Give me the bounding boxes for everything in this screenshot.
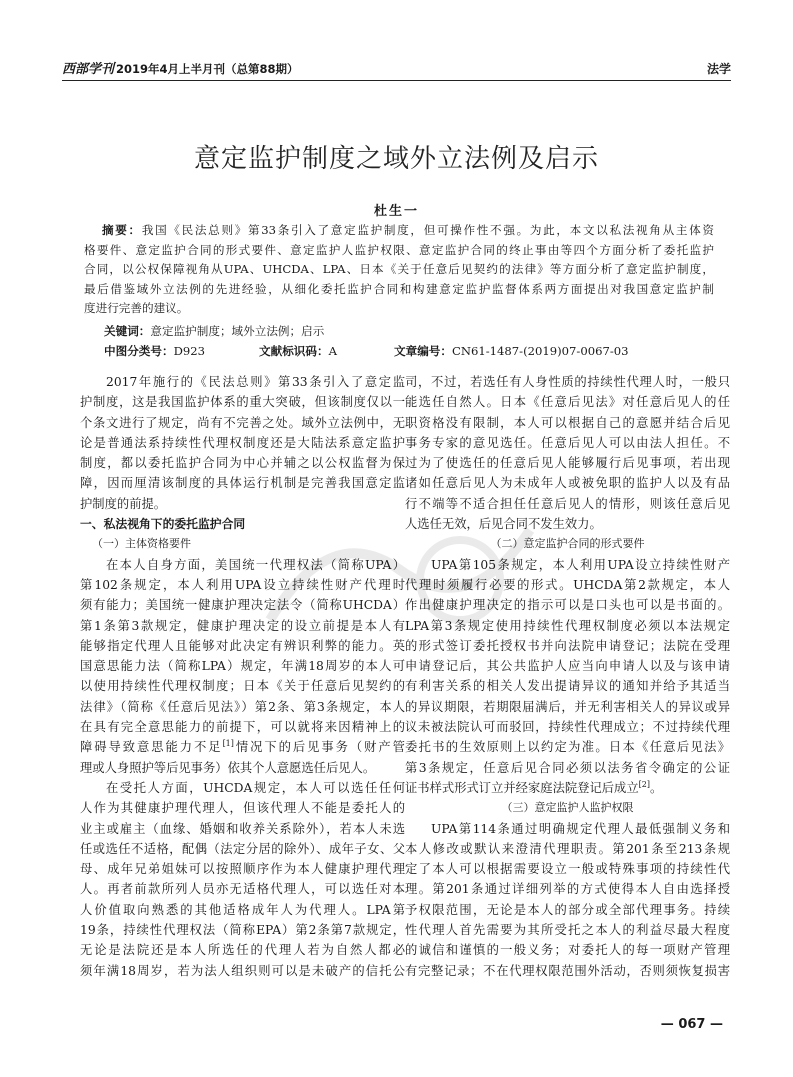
abstract-line: 格要件、意定监护合同的形式要件、意定监护人监护权限、意定监护合同的终止事由等四个方面分析了委托监护 <box>84 242 714 257</box>
running-header <box>62 58 731 81</box>
body-line: 护制度的前提。 <box>80 496 167 511</box>
body-line: 理或人身照护等后见事务）依其个人意愿选任后见人。 <box>80 760 376 775</box>
section-heading: 一、私法视角下的委托监护合同 <box>80 517 246 532</box>
body-line: 在受托人方面，UHCDA规定，本人可以选任任何 <box>106 780 405 795</box>
body-line: 有利害关系的相关人发出提请异议的通知并给予其适当 <box>405 679 730 694</box>
body-line: 人选任无效，后见合同不发生效力。 <box>405 517 602 532</box>
keywords-text: 意定监护制度；域外立法例；启示 <box>150 324 325 338</box>
body-line: 在本人自身方面，美国统一代理权法（简称UPA） <box>106 557 405 572</box>
body-line: 职资格没有限制，本人可以根据自己的意愿并结合后见 <box>405 415 730 430</box>
body-line: 证书样式形式订立并经家庭法院登记后成立[2]。 <box>405 779 663 795</box>
journal-info <box>62 58 299 80</box>
abstract-label: 摘要： <box>102 223 142 237</box>
document-code: 文献标识码：A <box>259 344 337 358</box>
abstract-line: 摘要：我国《民法总则》第33条引入了意定监护制度，但可操作性不强。为此，本文以私法视角从主体资 <box>102 223 714 237</box>
body-line: 无论是法院还是本人所选任的代理人若为自然人都必 <box>80 943 405 958</box>
body-line: 能选任自然人。日本《任意后见法》对任意后见人的任 <box>405 395 730 410</box>
body-line: 理。第201条通过详细列举的方式使得本人自由选择授 <box>405 882 730 897</box>
body-line: UPA第114条通过明确规定代理人最低强制义务和 <box>431 821 730 836</box>
article-title: 意定监护制度之域外立法例及启示 <box>193 144 599 174</box>
body-line: 障，因而厘清该制度的具体运行机制是完善我国意定监 <box>80 476 405 491</box>
body-line: 人。再者前款所列人员亦无适格代理人，可以选任对本 <box>80 882 405 897</box>
body-line: 个条文进行了规定，尚有不完善之处。域外立法例中，无 <box>80 415 405 430</box>
body-line: 障碍导致意思能力不足[1]情况下的后见事务（财产管 <box>80 739 405 755</box>
abstract <box>84 221 714 319</box>
body-line: 予权限范围，无论是本人的部分或全部代理事务。持续 <box>405 902 730 917</box>
journal-logo: 西部学刊 <box>62 62 115 77</box>
body-line: 第3条规定，任意后见合同必须以法务省令确定的公证 <box>405 760 730 775</box>
abstract-line: 度进行完善的建议。 <box>84 301 189 315</box>
body-line: 能够指定代理人且能够对此决定有辨识利弊的能力。英 <box>80 638 405 653</box>
citation-ref: [1] <box>222 739 234 749</box>
body-line: 过为了使选任的任意后见人能够履行后见事项，若出现 <box>405 456 730 471</box>
subsection-heading: （三）意定监护人监护权限 <box>501 801 634 815</box>
body-line: 诸如任意后见人为未成年人或被免职的监护人以及有品 <box>405 476 730 491</box>
body-line: 申请登记后，其公共监护人应当向申请人以及与该申请 <box>405 659 730 674</box>
abstract-line: 合同，以公权保障视角从UPA、UHCDA、LPA、日本《关于任意后见契约的法律》等方面分析了意定监护制度， <box>84 262 714 276</box>
body-line: 的异议期限，若期限届满后，并无利害相关人的异议或异 <box>405 699 730 714</box>
left-column <box>80 372 405 981</box>
body-line: 司，不过，若选任有人身性质的持续性代理人时，一般只 <box>405 375 730 389</box>
body-line: 19条，持续性代理权法（简称EPA）第2条第7款规定， <box>80 923 405 938</box>
article-number: 文章编号：CN61-1487-(2019)07-0067-03 <box>394 344 629 358</box>
body-line: 论是普通法系持续性代理权制度还是大陆法系意定监护 <box>80 435 405 450</box>
body-line: 须有能力；美国统一健康护理决定法令（简称UHCDA） <box>80 598 405 613</box>
body-line: 第102条规定，本人利用UPA设立持续性财产代理时 <box>80 577 405 592</box>
author-name: 杜生一 <box>373 204 419 219</box>
body-line: LPA第3条规定使用持续性代理权制度必须以本法规定 <box>405 618 730 633</box>
body-line: 议未被法院认可而驳回，持续性代理成立；不过持续代理 <box>405 720 730 735</box>
subsection-heading: （一）主体资格要件 <box>92 537 191 551</box>
body-line: 法律》（简称《任意后见法》）第2条、第3条规定，本人 <box>80 699 405 714</box>
body-line: 作出健康护理决定的指示可以是口头也可以是书面的。 <box>405 598 730 613</box>
citation-ref: [2] <box>638 779 650 789</box>
body-line: 人价值取向熟悉的其他适格成年人为代理人。LPA第 <box>80 902 405 917</box>
page-number: — 067 — <box>660 1017 723 1032</box>
body-line: 代理时须履行必要的形式。UHCDA第2款规定，本人 <box>405 577 730 592</box>
body-line: 以使用持续性代理权制度；日本《关于任意后见契约的 <box>80 679 405 694</box>
body-line: 本人修改或默认来澄清代理职责。第201条至213条规 <box>405 841 730 856</box>
body-line: 行不端等不适合担任任意后见人的情形，则该任意后见 <box>405 496 730 511</box>
keywords-label: 关键词： <box>104 324 151 338</box>
body-line: 的形式签订委托授权书并向法院申请登记；法院在受理 <box>405 638 730 653</box>
body-line: UPA第105条规定，本人利用UPA设立持续性财产 <box>431 557 730 572</box>
body-line: 事务专家的意见选任。任意后见人可以由法人担任。不 <box>405 435 730 450</box>
body-line: 制度，都以委托监护合同为中心并辅之以公权监督为保 <box>80 456 405 471</box>
subsection-heading: （二）意定监护合同的形式要件 <box>490 537 645 551</box>
body-line: 的诚信和谨慎的一般义务；对委托人的每一项财产管理 <box>405 943 730 958</box>
body-line: 人作为其健康护理代理人，但该代理人不能是委托人的 <box>80 801 405 816</box>
body-line: 护制度，这是我国监护体系的重大突破，但该制度仅以一 <box>80 395 405 410</box>
body-line: 委托书的生效原则上以约定为准。日本《任意后见法》 <box>405 740 730 755</box>
body-line: 任或选任不适格，配偶（法定分居的除外）、成年子女、父 <box>80 841 405 856</box>
right-column <box>405 372 730 981</box>
body-line: 性代理人首先需要为其所受托之本人的利益尽最大程度 <box>405 923 730 938</box>
body-line: 母、成年兄弟姐妹可以按照顺序作为本人健康护理代理 <box>80 862 405 877</box>
body-line: 2017年施行的《民法总则》第33条引入了意定监 <box>106 375 405 389</box>
abstract-line: 最后借鉴域外立法例的先进经验，从细化委托监护合同和构建意定监护监督体系两方面提出对我国意定监护制 <box>84 281 714 296</box>
body-line: 第1条第3款规定，健康护理决定的设立前提是本人有 <box>80 618 405 633</box>
body-line: 国意思能力法（简称LPA）规定，年满18周岁的本人可 <box>80 659 405 674</box>
body-line: 须年满18周岁，若为法人组织则可以是未破产的信托公 <box>80 963 405 978</box>
body-line: 业主或雇主（血缘、婚姻和收养关系除外），若本人未选 <box>80 821 405 836</box>
body-line: 在具有完全意思能力的前提下，可以就将来因精神上的 <box>80 720 405 735</box>
keywords <box>104 323 324 339</box>
clc-number: 中图分类号：D923 <box>104 344 206 358</box>
issue-info: 2019年4月上半月刊（总第88期） <box>116 62 299 76</box>
section-name: 法学 <box>706 62 731 76</box>
body-line: 定了本人可以根据需要设立一般或特殊事项的持续性代 <box>405 862 730 877</box>
body-line: 有完整记录；不在代理权限范围外活动，否则须恢复损害 <box>405 963 730 978</box>
